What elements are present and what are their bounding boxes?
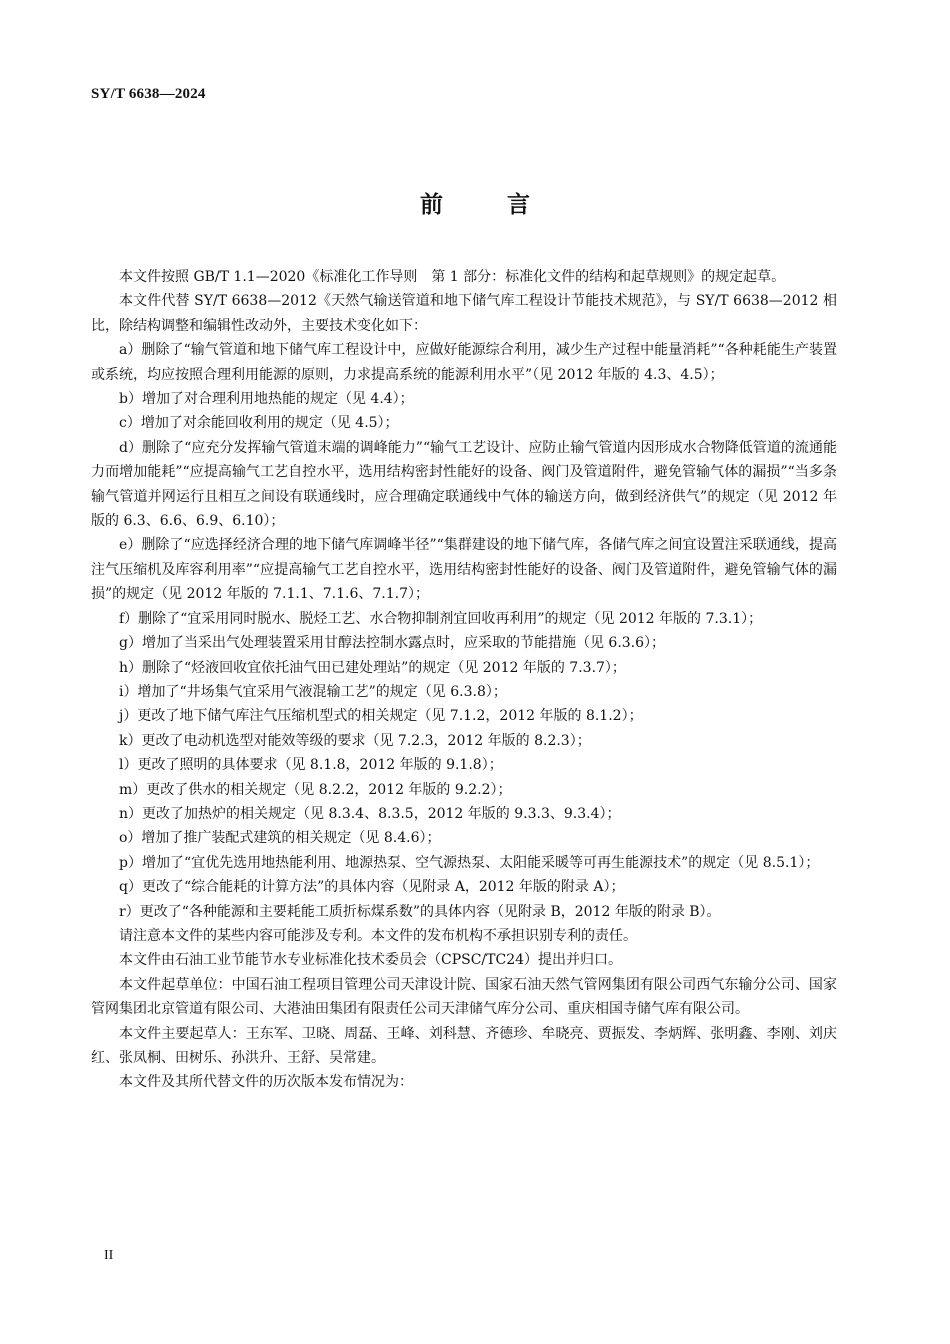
- paragraph-committee: 本文件由石油工业节能节水专业标准化技术委员会（CPSC/TC24）提出并归口。: [119, 952, 623, 969]
- list-item-g: g）增加了当采出气处理装置采用甘醇法控制水露点时，应采取的节能措施（见 6.3.6）；: [119, 635, 666, 652]
- paragraph-drafting-units: 本文件起草单位：中国石油工程项目管理公司天津设计院、国家石油天然气管网集团有限公司西气东输分公司、国家管网集团北京管道有限公司、大港油田集团有限责任公司天津储气库分公司、重庆相国寺储气库有限公司。: [91, 976, 837, 1018]
- list-item-e: e）删除了“应选择经济合理的地下储气库调峰半径”“集群建设的地下储气库，各储气库之间宜设置注采联通线，提高注气压缩机及库容利用率”“应提高输气工艺自控水平，选用结构密封性能好的设备、阀门及管道附件，避免管输气体的漏损”的规定（见 2012 年版的 7.1.1、7.1.6、7.1.7）；: [91, 537, 837, 603]
- foreword-body: [91, 265, 837, 1095]
- page-number: II: [104, 1248, 114, 1263]
- list-item-a: a）删除了“输气管道和地下储气库工程设计中，应做好能源综合利用，减少生产过程中能量消耗”“各种耗能生产装置或系统，均应按照合理利用能源的原则，力求提高系统的能源利用水平”（见 2012 年版的 4.3、4.5）；: [91, 342, 837, 383]
- list-item-p: p）增加了“宜优先选用地热能利用、地源热泵、空气源热泵、太阳能采暖等可再生能源技术”的规定（见 8.5.1）；: [119, 854, 820, 871]
- list-item-d: d）删除了“应充分发挥输气管道末端的调峰能力”“输气工艺设计、应防止输气管道内因形成水合物降低管道的流通能力而增加能耗”“应提高输气工艺自控水平，选用结构密封性能好的设备、阀门及管道附件，避免管输气体的漏损”“当多条输气管道并网运行且相互之间设有联通线时，应合理确定联通线中气体的输送方向，做到经济供气”的规定（见 2012 年版的 6.3、6.6、6.9、6.10）；: [91, 439, 837, 530]
- list-item-n: n）更改了加热炉的相关规定（见 8.3.4、8.3.5，2012 年版的 9.3.3、9.3.4）；: [119, 805, 621, 822]
- paragraph-patent-notice: 请注意本文件的某些内容可能涉及专利。本文件的发布机构不承担识别专利的责任。: [119, 927, 637, 944]
- list-item-k: k）更改了电动机选型对能效等级的要求（见 7.2.3，2012 年版的 8.2.3）；: [119, 732, 591, 749]
- list-item-h: h）删除了“烃液回收宜依托油气田已建处理站”的规定（见 2012 年版的 7.3.7）；: [119, 659, 626, 676]
- list-item-c: c）增加了对余能回收利用的规定（见 4.5）；: [119, 415, 399, 432]
- paragraph-drafters: 本文件主要起草人：王东军、卫晓、周磊、王峰、刘科慧、齐德珍、牟晓亮、贾振发、李炳辉、张明鑫、李刚、刘庆红、张凤桐、田树乐、孙洪升、王舒、吴常建。: [91, 1025, 837, 1066]
- list-item-l: l）更改了照明的具体要求（见 8.1.8，2012 年版的 9.1.8）；: [119, 757, 503, 774]
- paragraph-replacement: 本文件代替 SY/T 6638—2012《天然气输送管道和地下储气库工程设计节能技术规范》，与 SY/T 6638—2012 相比，除结构调整和编辑性改动外，主要技术变化如下：: [91, 293, 837, 334]
- list-item-b: b）增加了对合理利用地热能的规定（见 4.4）；: [119, 391, 414, 408]
- page-title: 前言: [420, 192, 594, 218]
- list-item-o: o）增加了推广装配式建筑的相关规定（见 8.4.6）；: [119, 830, 441, 847]
- paragraph-history: 本文件及其所代替文件的历次版本发布情况为：: [119, 1074, 413, 1091]
- list-item-i: i）增加了“井场集气宜采用气液混输工艺”的规定（见 6.3.8）；: [119, 683, 507, 700]
- list-item-f: f）删除了“宜采用同时脱水、脱烃工艺、水合物抑制剂宜回收再利用”的规定（见 2012 年版的 7.3.1）；: [119, 610, 763, 627]
- standard-code-header: SY/T 6638—2024: [91, 86, 206, 102]
- list-item-m: m）更改了供水的相关规定（见 8.2.2，2012 年版的 9.2.2）；: [119, 781, 512, 798]
- list-item-r: r）更改了“各种能源和主要耗能工质折标煤系数”的具体内容（见附录 B，2012 年版的附录 B）。: [119, 903, 721, 920]
- list-item-j: j）更改了地下储气库注气压缩机型式的相关规定（见 7.1.2，2012 年版的 8.1.2）；: [119, 708, 643, 725]
- list-item-q: q）更改了“综合能耗的计算方法”的具体内容（见附录 A，2012 年版的附录 A）；: [119, 879, 625, 896]
- paragraph-intro: 本文件按照 GB/T 1.1—2020《标准化工作导则 第 1 部分：标准化文件的结构和起草规则》的规定起草。: [119, 269, 786, 285]
